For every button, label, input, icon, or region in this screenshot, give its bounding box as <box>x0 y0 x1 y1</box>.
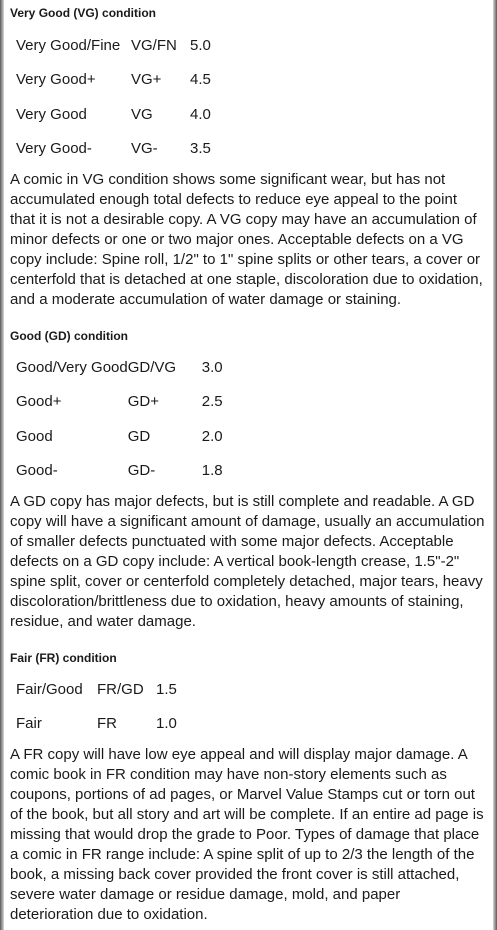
table-row <box>16 454 223 489</box>
grade-value: 1.0 <box>156 715 177 733</box>
table-row <box>16 707 177 742</box>
table-row <box>16 97 211 132</box>
table-row <box>16 350 223 385</box>
right-edge-shadow <box>493 0 497 930</box>
grade-name: Very Good/Fine <box>16 36 121 54</box>
section-vg <box>10 6 486 310</box>
grade-value: 3.5 <box>190 140 211 158</box>
grade-value: 4.5 <box>190 71 211 89</box>
grade-value: 1.8 <box>201 462 223 480</box>
grade-abbr: VG- <box>131 140 158 158</box>
section-description: A GD copy has major defects, but is still complete and readable. A GD copy will have a significant amount of damage, usually an accumulation of smaller defects punctuated with some major defects. Acceptable defects on a GD copy include: A vertical book-length crease, 1.5"-2" spine split, cover or centerfold completely detached, major tears, heavy discoloration/brittleness due to oxidation, heavy amounts of staining, residue, and water damage. <box>10 493 485 630</box>
left-edge-shadow <box>0 0 4 930</box>
grade-abbr: VG+ <box>131 71 162 89</box>
grade-value: 2.0 <box>201 427 223 445</box>
grade-abbr: VG <box>131 105 153 123</box>
section-title: Good (GD) condition <box>10 329 128 343</box>
grade-abbr: GD- <box>127 462 156 480</box>
section-description: A comic in VG condition shows some significant wear, but has not accumulated enough total defects to reduce eye appeal to the point that it is not a desirable copy. A VG copy may have an accumulation of minor defects or one or two major ones. Acceptable defects on a VG copy include: Spine roll, 1/2" to 1" spine splits or other tears, a cover or centerfold that is detached at one staple, discoloration due to oxidation, and a moderate accumulation of water damage or staining. <box>10 171 483 308</box>
grade-table <box>16 28 211 166</box>
grade-abbr: FR/GD <box>97 680 144 698</box>
table-row <box>16 419 223 454</box>
grade-name: Very Good+ <box>16 71 96 89</box>
grade-name: Very Good <box>16 105 87 123</box>
grade-value: 5.0 <box>190 36 211 54</box>
grade-abbr: GD/VG <box>127 358 177 376</box>
grade-name: Good/Very Good <box>16 358 128 376</box>
section-title: Fair (FR) condition <box>10 651 117 665</box>
grade-abbr: VG/FN <box>131 36 177 54</box>
table-row <box>16 132 211 167</box>
section-gd <box>10 329 486 632</box>
grade-abbr: GD <box>127 427 151 445</box>
table-row <box>16 385 223 420</box>
grade-name: Fair/Good <box>16 680 83 698</box>
grade-value: 2.5 <box>201 393 223 411</box>
grade-abbr: GD+ <box>127 393 160 411</box>
grade-name: Fair <box>16 715 42 733</box>
grade-name: Good+ <box>16 393 62 411</box>
grade-name: Good <box>16 427 53 445</box>
section-description: A FR copy will have low eye appeal and will display major damage. A comic book in FR condition may have non-story elements such as coupons, portions of ad pages, or Marvel Value Stamps cut or torn out of the book, but all story and art will be complete. If an entire ad page is missing that would drop the grade to Poor. Types of damage that place a comic in FR range include: A spine split of up to 2/3 the length of the book, a missing back cover provided the front cover is still attached, severe water damage or residue damage, mold, and paper deterioration due to oxidation. <box>10 746 484 923</box>
grade-name: Good- <box>16 462 58 480</box>
grade-table <box>16 350 223 488</box>
grade-value: 3.0 <box>201 358 223 376</box>
section-fr <box>10 651 486 925</box>
table-row <box>16 63 211 98</box>
grade-value: 4.0 <box>190 105 211 123</box>
grade-value: 1.5 <box>156 680 177 698</box>
section-title: Very Good (VG) condition <box>10 6 157 20</box>
grade-table <box>16 672 177 741</box>
grade-name: Very Good- <box>16 140 92 158</box>
table-row <box>16 672 177 707</box>
table-row <box>16 28 211 63</box>
grade-abbr: FR <box>97 715 117 733</box>
